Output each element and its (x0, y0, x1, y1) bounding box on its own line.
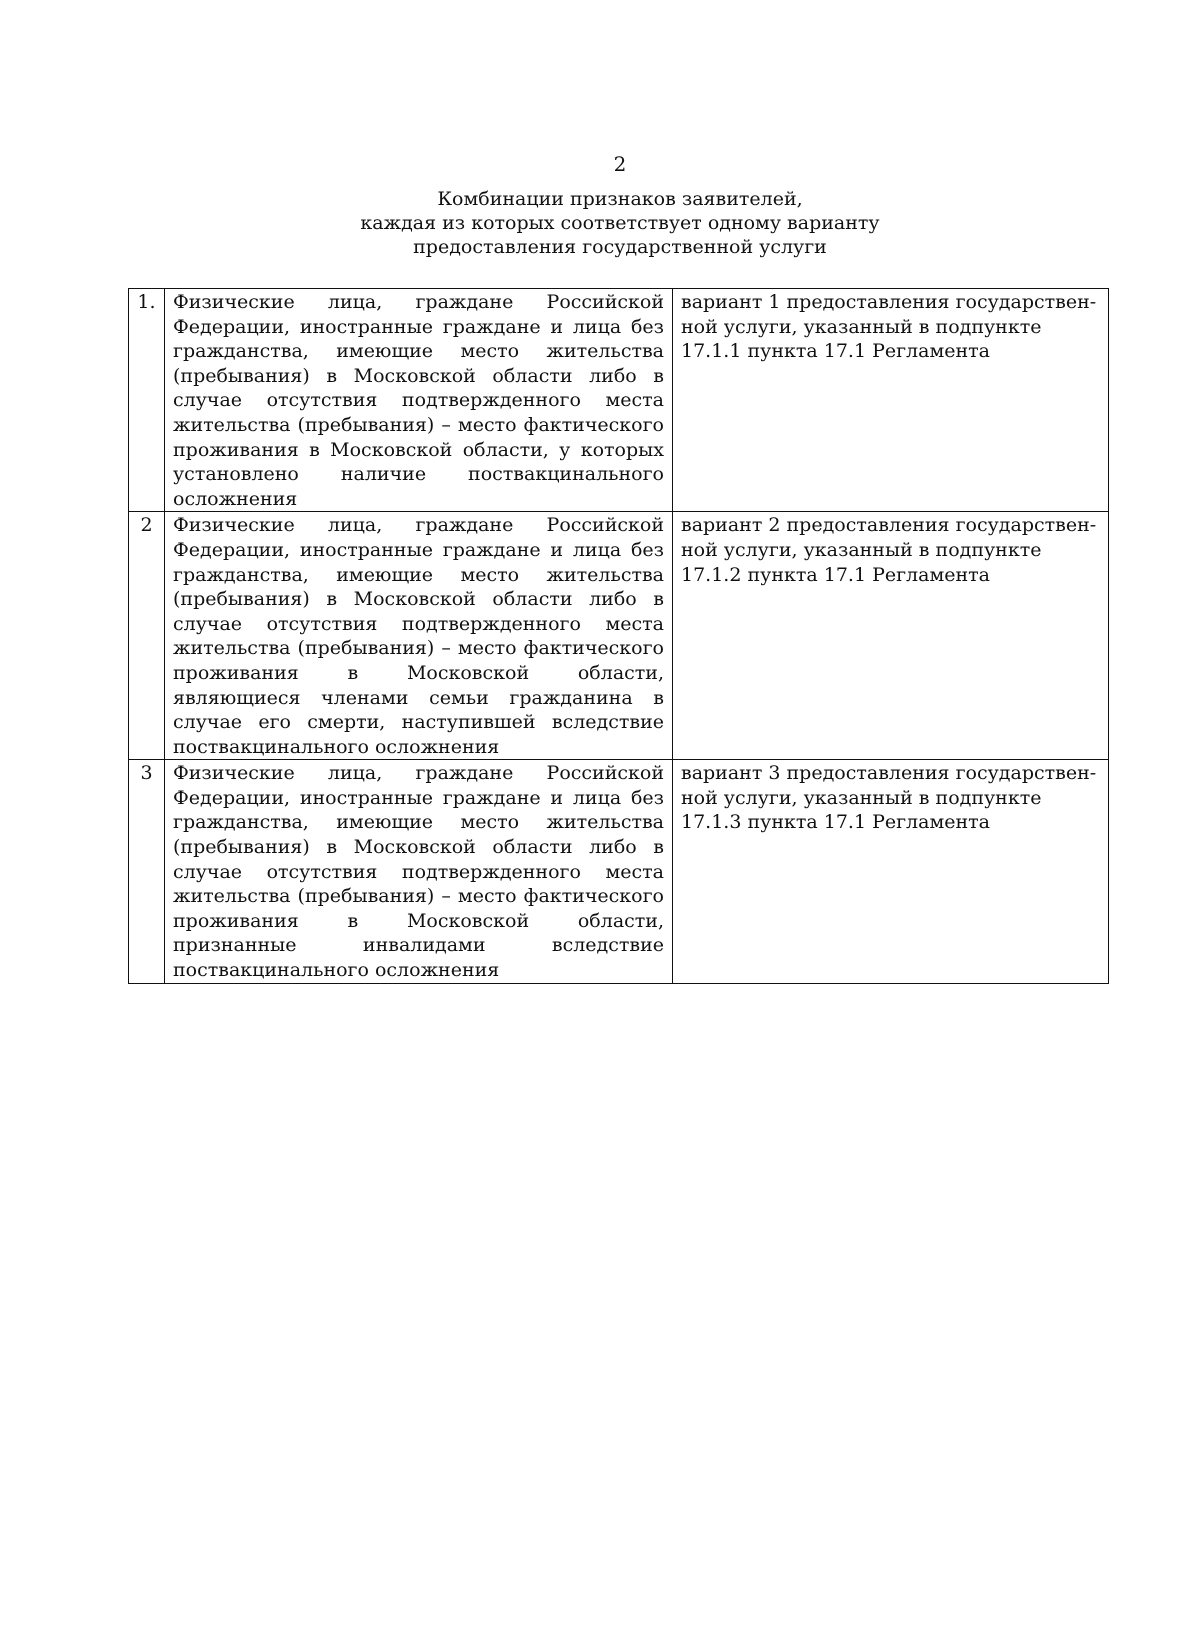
service-variant: вариант 1 предоставления государственной услуги, указанный в подпункте 17.1.1 пункта 17.1 Регламента (673, 289, 1109, 512)
row-number: 3 (129, 760, 165, 983)
document-heading (0, 187, 1200, 259)
applicant-criteria-table (128, 288, 1109, 984)
applicant-description: Физические лица, граждане Российской Федерации, иностранные граждане и лица без гражданства, имеющие место жительства (пребывания) в Московской области либо в случае отсутствия подтвержденного места жительства (пребывания) – место фактического проживания в Московской области, признанные инвалидами вследствие поствакцинального осложнения (165, 760, 673, 983)
table-row (129, 512, 1109, 760)
row-number: 2 (129, 512, 165, 760)
table-row (129, 289, 1109, 512)
page-number: 2 (613, 152, 627, 176)
heading-line-2: каждая из которых соответствует одному варианту (360, 212, 880, 234)
table-row (129, 760, 1109, 983)
heading-line-1: Комбинации признаков заявителей, (437, 188, 803, 210)
applicant-description: Физические лица, граждане Российской Федерации, иностранные граждане и лица без гражданства, имеющие место жительства (пребывания) в Московской области либо в случае отсутствия подтвержденного места жительства (пребывания) – место фактического проживания в Московской области, у которых установлено наличие поствакцинального осложнения (165, 289, 673, 512)
heading-line-3: предоставления государственной услуги (413, 236, 827, 258)
service-variant: вариант 2 предоставления государственной услуги, указанный в подпункте 17.1.2 пункта 17.1 Регламента (673, 512, 1109, 760)
row-number: 1. (129, 289, 165, 512)
service-variant: вариант 3 предоставления государственной услуги, указанный в подпункте 17.1.3 пункта 17.1 Регламента (673, 760, 1109, 983)
applicant-description: Физические лица, граждане Российской Федерации, иностранные граждане и лица без гражданства, имеющие место жительства (пребывания) в Московской области либо в случае отсутствия подтвержденного места жительства (пребывания) – место фактического проживания в Московской области, являющиеся членами семьи гражданина в случае его смерти, наступившей вследствие поствакцинального осложнения (165, 512, 673, 760)
